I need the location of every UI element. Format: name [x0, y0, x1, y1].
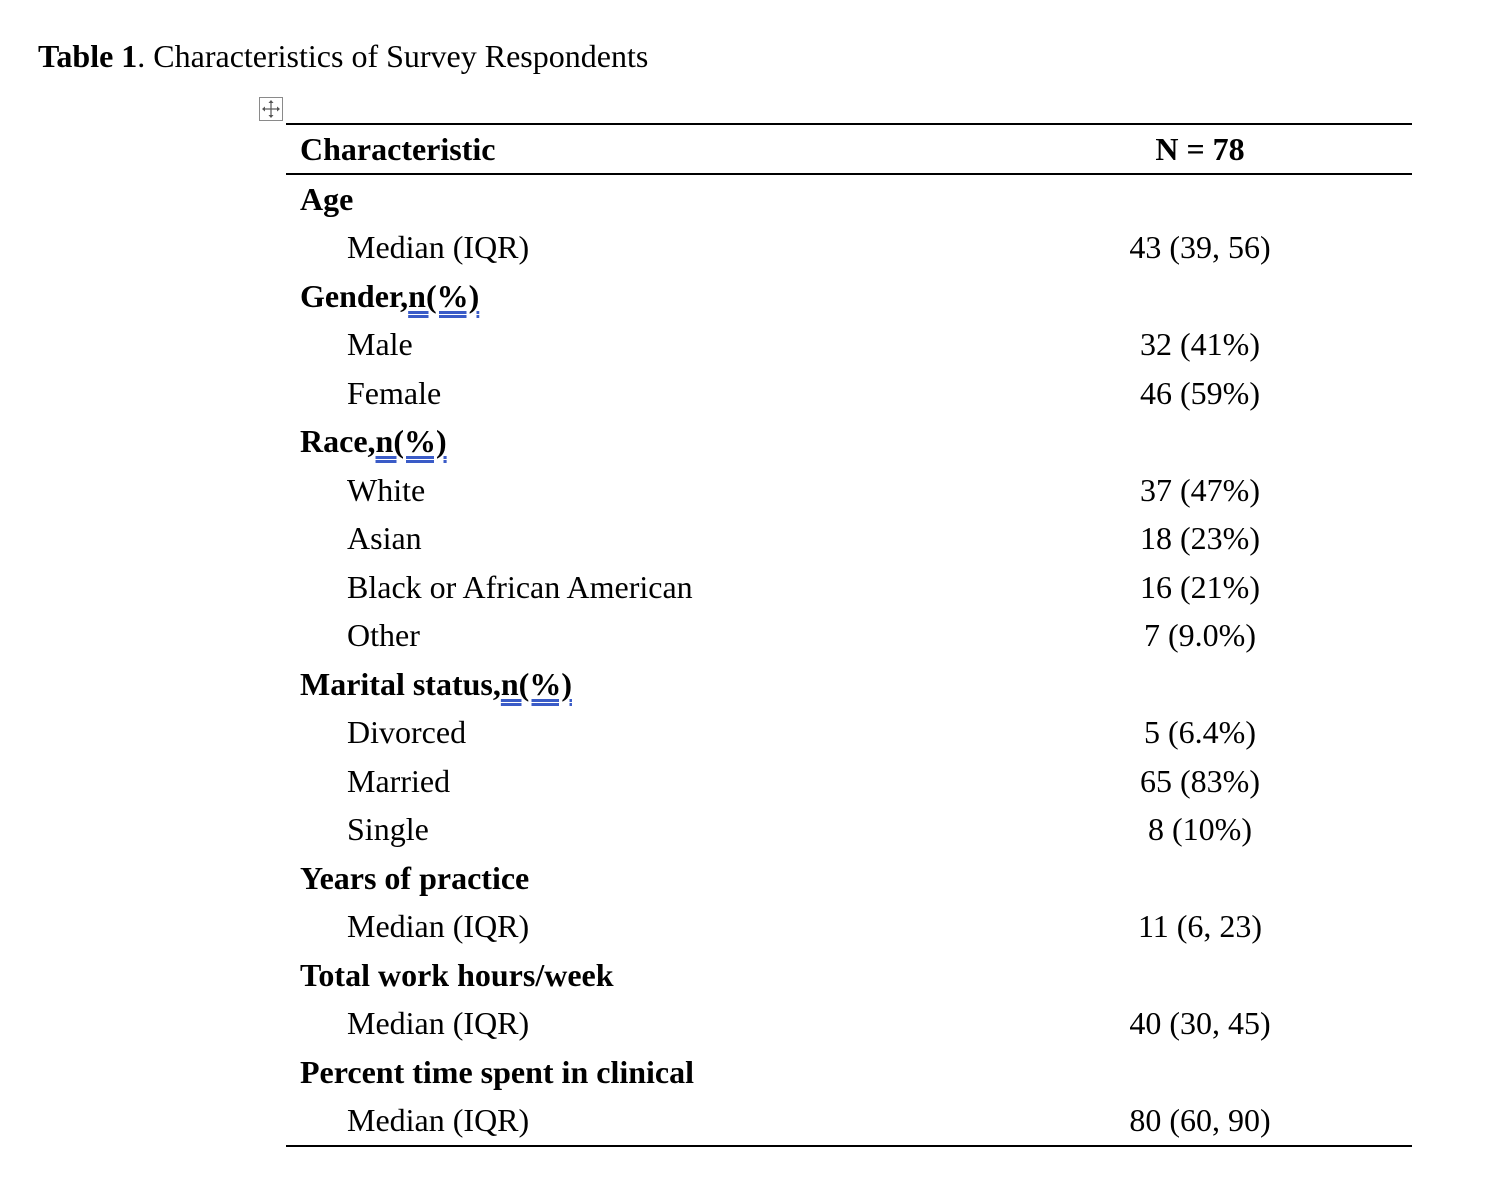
table-row [286, 757, 1412, 806]
characteristics-table [286, 123, 1412, 1147]
table-caption [38, 36, 648, 76]
caption-label: Table 1 [38, 38, 138, 74]
table-row [286, 806, 1412, 855]
table-row [286, 515, 1412, 564]
row-label: Black or African American [347, 568, 693, 605]
section-title: Total work hours/week [300, 956, 614, 993]
row-value: 65 (83%) [1140, 762, 1260, 799]
table-row [286, 321, 1412, 370]
row-value: 37 (47%) [1140, 471, 1260, 508]
caption-text: . Characteristics of Survey Respondents [137, 38, 649, 74]
row-value: 18 (23%) [1140, 520, 1260, 557]
row-value: 46 (59%) [1140, 374, 1260, 411]
row-label: Single [347, 811, 429, 848]
table-row [286, 903, 1412, 952]
table-row [286, 224, 1412, 273]
section-gender [286, 272, 1412, 321]
section-years-of-practice [286, 854, 1412, 903]
table-row [286, 563, 1412, 612]
section-total-work-hours [286, 951, 1412, 1000]
header-n: N = 78 [1155, 130, 1245, 167]
row-value: 5 (6.4%) [1144, 714, 1256, 751]
row-value: 11 (6, 23) [1137, 908, 1263, 945]
row-value: 43 (39, 56) [1129, 229, 1271, 266]
section-title: Percent time spent in clinical [300, 1053, 694, 1090]
row-value: 80 (60, 90) [1129, 1102, 1271, 1139]
row-label: Divorced [347, 714, 467, 751]
row-label: Median (IQR) [347, 1005, 530, 1042]
table-row [286, 1000, 1412, 1049]
row-value: 8 (10%) [1148, 811, 1252, 848]
row-label: Median (IQR) [347, 1102, 530, 1139]
section-title: Marital status, n(%) [300, 665, 572, 702]
table-row [286, 466, 1412, 515]
section-title: Years of practice [300, 859, 530, 896]
section-percent-time-clinical [286, 1048, 1412, 1097]
row-label: Asian [347, 520, 422, 557]
header-characteristic: Characteristic [300, 130, 496, 167]
row-label: Median (IQR) [347, 229, 530, 266]
row-value: 32 (41%) [1140, 326, 1260, 363]
section-title: Gender, n(%) [300, 277, 480, 314]
table-row [286, 612, 1412, 661]
section-title: Race, n(%) [300, 423, 447, 460]
row-label: Median (IQR) [347, 908, 530, 945]
section-age [286, 175, 1412, 224]
row-value: 40 (30, 45) [1129, 1005, 1271, 1042]
row-label: Other [347, 617, 420, 654]
table-row [286, 709, 1412, 758]
row-value: 7 (9.0%) [1144, 617, 1256, 654]
section-title: Age [300, 180, 354, 217]
table-header-row [286, 125, 1412, 175]
section-race [286, 418, 1412, 467]
table-move-handle-icon[interactable] [259, 97, 283, 121]
table-row [286, 1097, 1412, 1146]
row-value: 16 (21%) [1140, 568, 1260, 605]
row-label: Female [347, 374, 442, 411]
section-marital-status [286, 660, 1412, 709]
table-row [286, 369, 1412, 418]
row-label: White [347, 471, 426, 508]
row-label: Male [347, 326, 413, 363]
row-label: Married [347, 762, 451, 799]
